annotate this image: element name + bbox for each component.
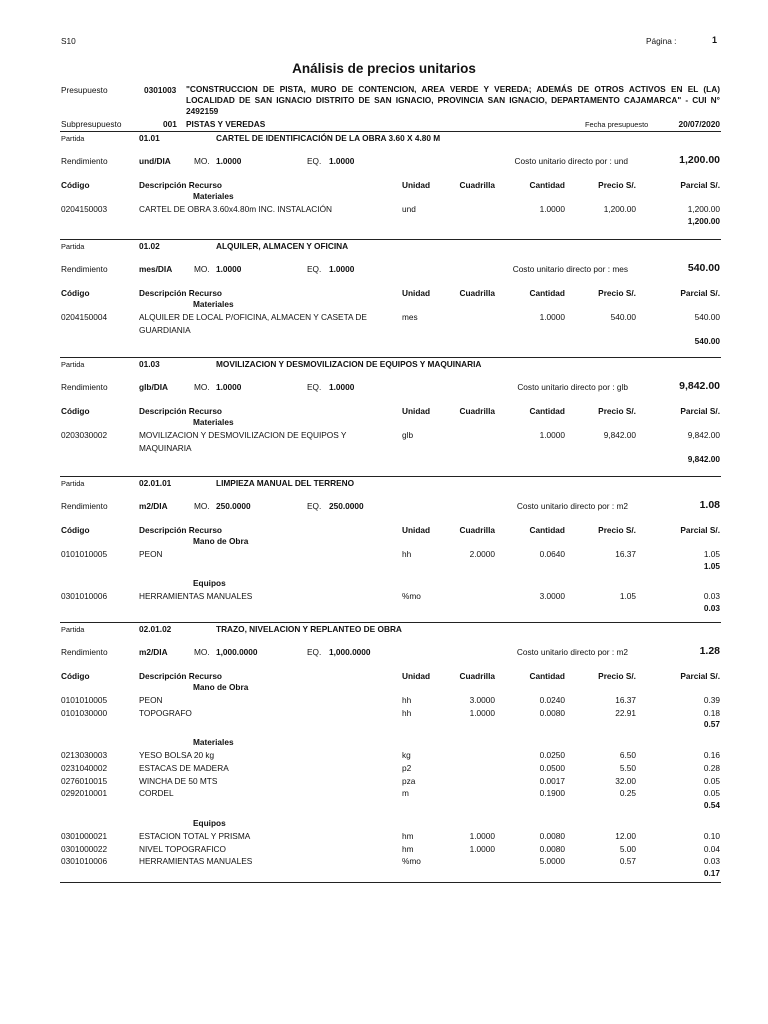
eq-value: 1.0000: [329, 382, 355, 392]
partida-label: Partida: [61, 479, 85, 488]
col-codigo: Código: [61, 180, 90, 190]
section-divider: [60, 357, 721, 358]
eq-label: EQ.: [307, 647, 322, 657]
presupuesto-label: Presupuesto: [61, 85, 108, 95]
resource-parcial: 0.16: [703, 750, 720, 760]
resource-precio: 16.37: [615, 548, 636, 559]
mo-value: 250.0000: [216, 501, 251, 511]
resource-codigo: 0101010005: [61, 694, 108, 705]
group-subtotal: 0.17: [703, 868, 720, 879]
resource-cuadrilla: 3.0000: [469, 694, 495, 705]
partida-label: Partida: [61, 360, 85, 369]
resource-parcial: 1,200.00: [687, 203, 720, 214]
group-name: Materiales: [193, 737, 234, 748]
eq-label: EQ.: [307, 382, 322, 392]
partida-name: LIMPIEZA MANUAL DEL TERRENO: [216, 478, 355, 488]
resource-precio: 9,842.00: [603, 429, 636, 440]
mo-label: MO.: [194, 156, 210, 166]
eq-label: EQ.: [307, 501, 322, 511]
resource-unidad: hh: [402, 707, 412, 718]
resource-precio: 6.50: [619, 750, 636, 760]
section-divider: [60, 131, 721, 132]
col-cuadrilla: Cuadrilla: [459, 525, 495, 535]
resource-codigo: 0292010001: [61, 788, 108, 799]
partida-name: MOVILIZACION Y DESMOVILIZACION DE EQUIPOS Y MAQUINARIA: [216, 359, 482, 369]
resource-unidad: hh: [402, 694, 412, 705]
partida-label: Partida: [61, 242, 85, 251]
resource-description: PEON: [139, 548, 163, 559]
resource-unidad: m: [402, 788, 409, 799]
eq-label: EQ.: [307, 264, 322, 274]
group-subtotal: 0.54: [703, 800, 720, 811]
fecha-value: 20/07/2020: [678, 119, 720, 129]
resource-cantidad: 0.0640: [539, 548, 565, 559]
page-label: Página :: [646, 36, 677, 46]
mo-value: 1.0000: [216, 264, 242, 274]
rendimiento-unit: mes/DIA: [139, 264, 173, 274]
page-title: Análisis de precios unitarios: [292, 61, 476, 76]
resource-unidad: %mo: [402, 856, 421, 867]
group-name: Equipos: [193, 818, 226, 828]
resource-cantidad: 1.0000: [539, 203, 565, 214]
subpresupuesto-label: Subpresupuesto: [61, 119, 122, 129]
resource-description: MOVILIZACION Y DESMOVILIZACION DE EQUIPOS Y: [139, 429, 347, 440]
mo-value: 1.0000: [216, 382, 242, 392]
col-parcial: Parcial S/.: [680, 525, 720, 535]
costo-unitario-value: 1.08: [699, 499, 720, 511]
resource-codigo: 0213030003: [61, 750, 108, 760]
resource-parcial: 0.03: [703, 591, 720, 602]
col-precio: Precio S/.: [598, 180, 636, 190]
partida-name: ALQUILER, ALMACEN Y OFICINA: [216, 241, 349, 251]
mo-value: 1.0000: [216, 156, 242, 166]
rendimiento-label: Rendimiento: [61, 264, 108, 274]
resource-unidad: und: [402, 203, 416, 214]
costo-unitario-label: Costo unitario directo por : mes: [512, 264, 628, 274]
resource-precio: 22.91: [615, 707, 636, 718]
resource-cantidad: 0.0017: [539, 775, 565, 786]
resource-parcial: 0.18: [703, 707, 720, 718]
costo-unitario-value: 1.28: [699, 645, 720, 657]
resource-codigo: 0301010006: [61, 591, 108, 602]
group-subtotal: 1.05: [703, 560, 720, 571]
resource-precio: 12.00: [615, 830, 636, 841]
resource-precio: 0.25: [619, 788, 636, 799]
resource-precio: 0.57: [619, 856, 636, 867]
resource-description: CARTEL DE OBRA 3.60x4.80m INC. INSTALACIÓN: [139, 203, 333, 214]
group-subtotal: 0.57: [703, 719, 720, 730]
costo-unitario-label: Costo unitario directo por : m2: [516, 647, 628, 657]
col-codigo: Código: [61, 288, 90, 298]
resource-cantidad: 0.0250: [539, 750, 565, 760]
resource-cantidad: 0.0500: [539, 762, 565, 773]
col-unidad: Unidad: [402, 671, 431, 681]
resource-description: PEON: [139, 694, 163, 705]
resource-description: TOPOGRAFO: [139, 707, 192, 718]
subpresupuesto-code: 001: [163, 119, 177, 129]
costo-unitario-label: Costo unitario directo por : m2: [516, 501, 628, 511]
eq-label: EQ.: [307, 156, 322, 166]
presupuesto-code: 0301003: [144, 85, 177, 95]
resource-cuadrilla: 1.0000: [469, 843, 495, 854]
mo-label: MO.: [194, 264, 210, 274]
resource-precio: 540.00: [610, 311, 636, 322]
col-descripcion: Descripción Recurso: [139, 180, 222, 190]
resource-precio: 1.05: [619, 591, 636, 602]
col-unidad: Unidad: [402, 525, 431, 535]
group-subtotal: 1,200.00: [687, 215, 720, 226]
resource-description: YESO BOLSA 20 kg: [139, 750, 215, 760]
costo-unitario-value: 9,842.00: [679, 380, 720, 392]
resource-cantidad: 0.1900: [539, 788, 565, 799]
resource-description: ESTACION TOTAL Y PRISMA: [139, 830, 251, 841]
group-name: Mano de Obra: [193, 682, 249, 692]
eq-value: 1.0000: [329, 156, 355, 166]
col-descripcion: Descripción Recurso: [139, 406, 222, 416]
resource-cantidad: 0.0240: [539, 694, 565, 705]
resource-codigo: 0231040002: [61, 762, 108, 773]
eq-value: 1.0000: [329, 264, 355, 274]
partida-name: CARTEL DE IDENTIFICACIÓN DE LA OBRA 3.60 X 4.80 M: [216, 133, 441, 143]
col-codigo: Código: [61, 671, 90, 681]
group-subtotal: 0.03: [703, 603, 720, 613]
resource-description: HERRAMIENTAS MANUALES: [139, 591, 253, 602]
resource-cantidad: 0.0080: [539, 830, 565, 841]
col-cuadrilla: Cuadrilla: [459, 180, 495, 190]
resource-unidad: %mo: [402, 591, 421, 602]
group-name: Mano de Obra: [193, 536, 249, 546]
resource-unidad: pza: [402, 775, 416, 786]
presupuesto-desc-line: "CONSTRUCCION DE PISTA, MURO DE CONTENCION, AREA VERDE Y VEREDA; ADEMÁS DE OTROS ACTIVOS EN EL (LA): [186, 84, 720, 94]
resource-precio: 5.50: [619, 762, 636, 773]
col-precio: Precio S/.: [598, 525, 636, 535]
presupuesto-desc-line: 2492159: [186, 106, 219, 116]
report-code: S10: [61, 36, 76, 46]
resource-cantidad: 3.0000: [539, 591, 565, 602]
resource-codigo: 0204150004: [61, 311, 108, 322]
col-cantidad: Cantidad: [529, 180, 565, 190]
resource-codigo: 0101030000: [61, 707, 108, 718]
col-precio: Precio S/.: [598, 288, 636, 298]
rendimiento-label: Rendimiento: [61, 647, 108, 657]
col-unidad: Unidad: [402, 288, 431, 298]
resource-description: WINCHA DE 50 MTS: [139, 775, 218, 786]
resource-parcial: 0.05: [703, 788, 720, 799]
rendimiento-label: Rendimiento: [61, 501, 108, 511]
partida-label: Partida: [61, 134, 85, 143]
partida-code: 01.02: [139, 241, 160, 251]
col-descripcion: Descripción Recurso: [139, 288, 222, 298]
resource-description: CORDEL: [139, 788, 174, 799]
mo-label: MO.: [194, 647, 210, 657]
resource-unidad: glb: [402, 429, 414, 440]
costo-unitario-label: Costo unitario directo por : glb: [517, 382, 628, 392]
col-codigo: Código: [61, 406, 90, 416]
presupuesto-desc-line: LOCALIDAD DE SAN IGNACIO DISTRITO DE SAN IGNACIO, PROVINCIA SAN IGNACIO, DEPARTAMENTO CAJAMARCA" - CUI N°: [186, 95, 720, 105]
col-precio: Precio S/.: [598, 406, 636, 416]
resource-parcial: 9,842.00: [687, 429, 720, 440]
resource-cantidad: 0.0080: [539, 843, 565, 854]
page-number: 1: [712, 35, 718, 45]
partida-code: 01.03: [139, 359, 160, 369]
group-subtotal: 540.00: [694, 336, 720, 347]
resource-codigo: 0204150003: [61, 203, 108, 214]
col-cantidad: Cantidad: [529, 288, 565, 298]
resource-precio: 32.00: [615, 775, 636, 786]
partida-label: Partida: [61, 625, 85, 634]
partida-code: 02.01.01: [139, 478, 172, 488]
col-unidad: Unidad: [402, 406, 431, 416]
presupuesto-description: [186, 84, 720, 117]
rendimiento-unit: und/DIA: [139, 156, 171, 166]
resource-unidad: mes: [402, 311, 418, 322]
eq-value: 1,000.0000: [329, 647, 371, 657]
col-cuadrilla: Cuadrilla: [459, 671, 495, 681]
rendimiento-unit: m2/DIA: [139, 647, 168, 657]
resource-codigo: 0101010005: [61, 548, 108, 559]
mo-label: MO.: [194, 501, 210, 511]
resource-cantidad: 0.0080: [539, 707, 565, 718]
resource-precio: 16.37: [615, 694, 636, 705]
section-divider: [60, 239, 721, 240]
group-name: Equipos: [193, 578, 226, 589]
group-subtotal: 9,842.00: [687, 454, 720, 465]
resource-parcial: 0.05: [703, 775, 720, 786]
resource-cantidad: 5.0000: [539, 856, 565, 867]
col-cantidad: Cantidad: [529, 525, 565, 535]
col-parcial: Parcial S/.: [680, 671, 720, 681]
mo-label: MO.: [194, 382, 210, 392]
resource-cantidad: 1.0000: [539, 311, 565, 322]
col-parcial: Parcial S/.: [680, 406, 720, 416]
resource-codigo: 0276010015: [61, 775, 108, 786]
resource-cuadrilla: 1.0000: [469, 830, 495, 841]
col-cuadrilla: Cuadrilla: [459, 288, 495, 298]
resource-precio: 1,200.00: [603, 203, 636, 214]
resource-parcial: 0.03: [703, 856, 720, 867]
group-name: Materiales: [193, 299, 234, 309]
resource-description: HERRAMIENTAS MANUALES: [139, 856, 253, 867]
resource-parcial: 0.39: [703, 694, 720, 705]
section-divider: [60, 882, 721, 883]
resource-description: NIVEL TOPOGRAFICO: [139, 843, 226, 854]
resource-unidad: hm: [402, 843, 414, 854]
resource-cuadrilla: 1.0000: [469, 707, 495, 718]
col-cantidad: Cantidad: [529, 406, 565, 416]
resource-unidad: hm: [402, 830, 414, 841]
group-name: Materiales: [193, 417, 234, 427]
resource-description: ALQUILER DE LOCAL P/OFICINA, ALMACEN Y CASETA DE: [139, 311, 367, 322]
resource-codigo: 0301000021: [61, 830, 108, 841]
rendimiento-unit: m2/DIA: [139, 501, 168, 511]
col-codigo: Código: [61, 525, 90, 535]
subpresupuesto-name: PISTAS Y VEREDAS: [186, 119, 266, 129]
col-unidad: Unidad: [402, 180, 431, 190]
fecha-label: Fecha presupuesto: [585, 120, 649, 129]
resource-unidad: p2: [402, 762, 412, 773]
resource-cantidad: 1.0000: [539, 429, 565, 440]
resource-description: GUARDIANIA: [139, 324, 191, 335]
resource-description: ESTACAS DE MADERA: [139, 762, 229, 773]
rendimiento-label: Rendimiento: [61, 382, 108, 392]
resource-parcial: 0.04: [703, 843, 720, 854]
col-precio: Precio S/.: [598, 671, 636, 681]
eq-value: 250.0000: [329, 501, 364, 511]
resource-unidad: hh: [402, 548, 412, 559]
resource-codigo: 0301010006: [61, 856, 108, 867]
col-descripcion: Descripción Recurso: [139, 671, 222, 681]
section-divider: [60, 622, 721, 623]
costo-unitario-value: 540.00: [687, 262, 720, 274]
resource-description: MAQUINARIA: [139, 442, 192, 453]
partida-code: 01.01: [139, 133, 160, 143]
group-name: Materiales: [193, 191, 234, 201]
col-cantidad: Cantidad: [529, 671, 565, 681]
col-cuadrilla: Cuadrilla: [459, 406, 495, 416]
costo-unitario-label: Costo unitario directo por : und: [514, 156, 628, 166]
resource-parcial: 1.05: [703, 548, 720, 559]
col-parcial: Parcial S/.: [680, 288, 720, 298]
resource-codigo: 0203030002: [61, 429, 108, 440]
costo-unitario-value: 1,200.00: [679, 154, 720, 166]
col-parcial: Parcial S/.: [680, 180, 720, 190]
mo-value: 1,000.0000: [216, 647, 258, 657]
rendimiento-unit: glb/DIA: [139, 382, 169, 392]
rendimiento-label: Rendimiento: [61, 156, 108, 166]
resource-parcial: 0.10: [703, 830, 720, 841]
resource-unidad: kg: [402, 750, 411, 760]
col-descripcion: Descripción Recurso: [139, 525, 222, 535]
resource-parcial: 540.00: [694, 311, 720, 322]
partida-code: 02.01.02: [139, 624, 172, 634]
resource-precio: 5.00: [619, 843, 636, 854]
section-divider: [60, 476, 721, 477]
resource-codigo: 0301000022: [61, 843, 108, 854]
resource-parcial: 0.28: [703, 762, 720, 773]
resource-cuadrilla: 2.0000: [469, 548, 495, 559]
partida-name: TRAZO, NIVELACION Y REPLANTEO DE OBRA: [216, 624, 402, 634]
